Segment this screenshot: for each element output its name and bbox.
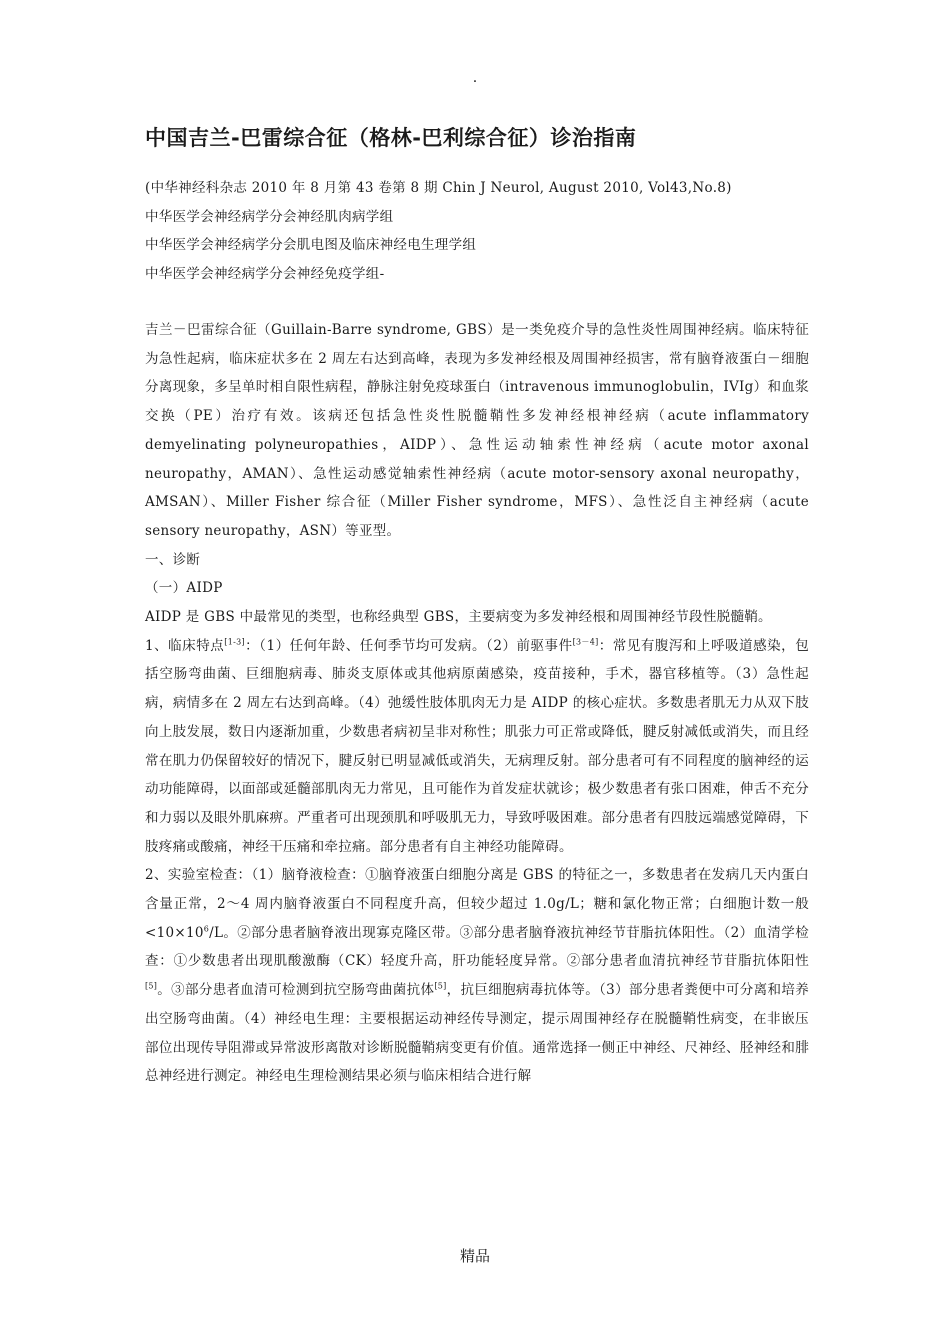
source-citation: (中华神经科杂志 2010 年 8 月第 43 卷第 8 期 Chin J Neurol, August 2010, Vol43,No.8) <box>145 180 732 196</box>
author-group-3: 中华医学会神经病学分会神经免疫学组- <box>145 265 385 282</box>
page-footer: 精品 <box>459 1247 490 1265</box>
author-group-2: 中华医学会神经病学分会肌电图及临床神经电生理学组 <box>145 237 477 253</box>
section-heading-diagnosis: 一、诊断 <box>145 551 201 568</box>
lab-tests-paragraph <box>145 861 809 1091</box>
clinical-text-c: ：常见有腹泻和上呼吸道感染，包括空肠弯曲菌、巨细胞病毒、肺炎支原体或其他病原菌感染，疫苗接种，手术，器官移植等。（3）急性起病，病情多在 2 周左右达到高峰。（4）弛缓性肢体肌肉无力是 AIDP 的核心症状。多数患者肌无力从双下肢向上肢发展，数日内逐渐加重，少数患者病初呈非对称性；肌张力可正常或降低，腱反射减低或消失，而且经常在肌力仍保留较好的情况下，腱反射已明显减低或消失，无病理反射。部分患者可有不同程度的脑神经的运动功能障碍，以面部或延髓部肌肉无力常见，且可能作为首发症状就诊；极少数患者有张口困难，伸舌不充分和力弱以及眼外肌麻痹。严重者可出现颈肌和呼吸肌无力，导致呼吸困难。部分患者有四肢远端感觉障碍，下肢疼痛或酸痛，神经干压痛和牵拉痛。部分患者有自主神经功能障碍。 <box>145 637 810 855</box>
intro-paragraph: 吉兰－巴雷综合征（Guillain-Barre syndrome, GBS）是一类免疫介导的急性炎性周围神经病。临床特征为急性起病，临床症状多在 2 周左右达到高峰，表现为多发神经根及周围神经损害，常有脑脊液蛋白－细胞分离现象，多呈单时相自限性病程，静脉注射免疫球蛋白（intravenous immunoglobulin，IVIg）和血浆交换（PE）治疗有效。该病还包括急性炎性脱髓鞘性多发神经根神经病（acute inflammatory demyelinating polyneuropathies，AIDP）、急性运动轴索性神经病（acute motor axonal neuropathy，AMAN）、急性运动感觉轴索性神经病（acute motor-sensory axonal neuropathy，AMSAN）、Miller Fisher 综合征（Miller Fisher syndrome，MFS）、急性泛自主神经病（acute sensory neuropathy，ASN）等亚型。 <box>145 322 809 539</box>
clinical-text-b: ：（1）任何年龄、任何季节均可发病。（2）前驱事件 <box>244 637 573 654</box>
aidp-intro-paragraph: AIDP 是 GBS 中最常见的类型，也称经典型 GBS，主要病变为多发神经根和周围神经节段性脱髓鞘。 <box>145 609 772 626</box>
exponent: 6 <box>203 924 210 934</box>
subsection-heading-aidp: （一）AIDP <box>145 580 223 597</box>
header-mark: . <box>472 70 478 86</box>
citation-ref: [1-3] <box>224 637 245 647</box>
lab-text-a: 2、实验室检查：（1）脑脊液检查：①脑脊液蛋白细胞分离是 GBS 的特征之一，多数患者在发病几天内蛋白含量正常，2～4 周内脑脊液蛋白不同程度升高，但较少超过 1.0g/L；糖和氯化物正常；白细胞计数一般<10×10 <box>145 867 809 941</box>
lab-text-d: ，抗巨细胞病毒抗体等。（3）部分患者粪便中可分离和培养出空肠弯曲菌。（4）神经电生理：主要根据运动神经传导测定，提示周围神经存在脱髓鞘性病变，在非嵌压部位出现传导阻滞或异常波形离散对诊断脱髓鞘病变更有价值。通常选择一侧正中神经、尺神经、胫神经和腓总神经进行测定。神经电生理检测结果必须与临床相结合进行解 <box>145 982 809 1085</box>
citation-ref: [5] <box>434 981 447 991</box>
document-title: 中国吉兰-巴雷综合征（格林-巴利综合征）诊治指南 <box>145 126 637 150</box>
clinical-text-a: 1、临床特点 <box>145 637 225 654</box>
lab-text-c: 。③部分患者血清可检测到抗空肠弯曲菌抗体 <box>157 982 435 999</box>
clinical-features-paragraph <box>145 632 809 862</box>
citation-ref: [3－4] <box>572 637 599 647</box>
document-body <box>145 122 809 1091</box>
lab-text-b: /L。②部分患者脑脊液出现寡克隆区带。③部分患者脑脊液抗神经节苷脂抗体阳性。（2）血清学检查：①少数患者出现肌酸激酶（CK）轻度升高，肝功能轻度异常。②部分患者血清抗神经节苷脂抗体阳性 <box>145 924 809 970</box>
citation-ref: [5] <box>145 981 158 991</box>
author-group-1: 中华医学会神经病学分会神经肌肉病学组 <box>145 208 394 225</box>
